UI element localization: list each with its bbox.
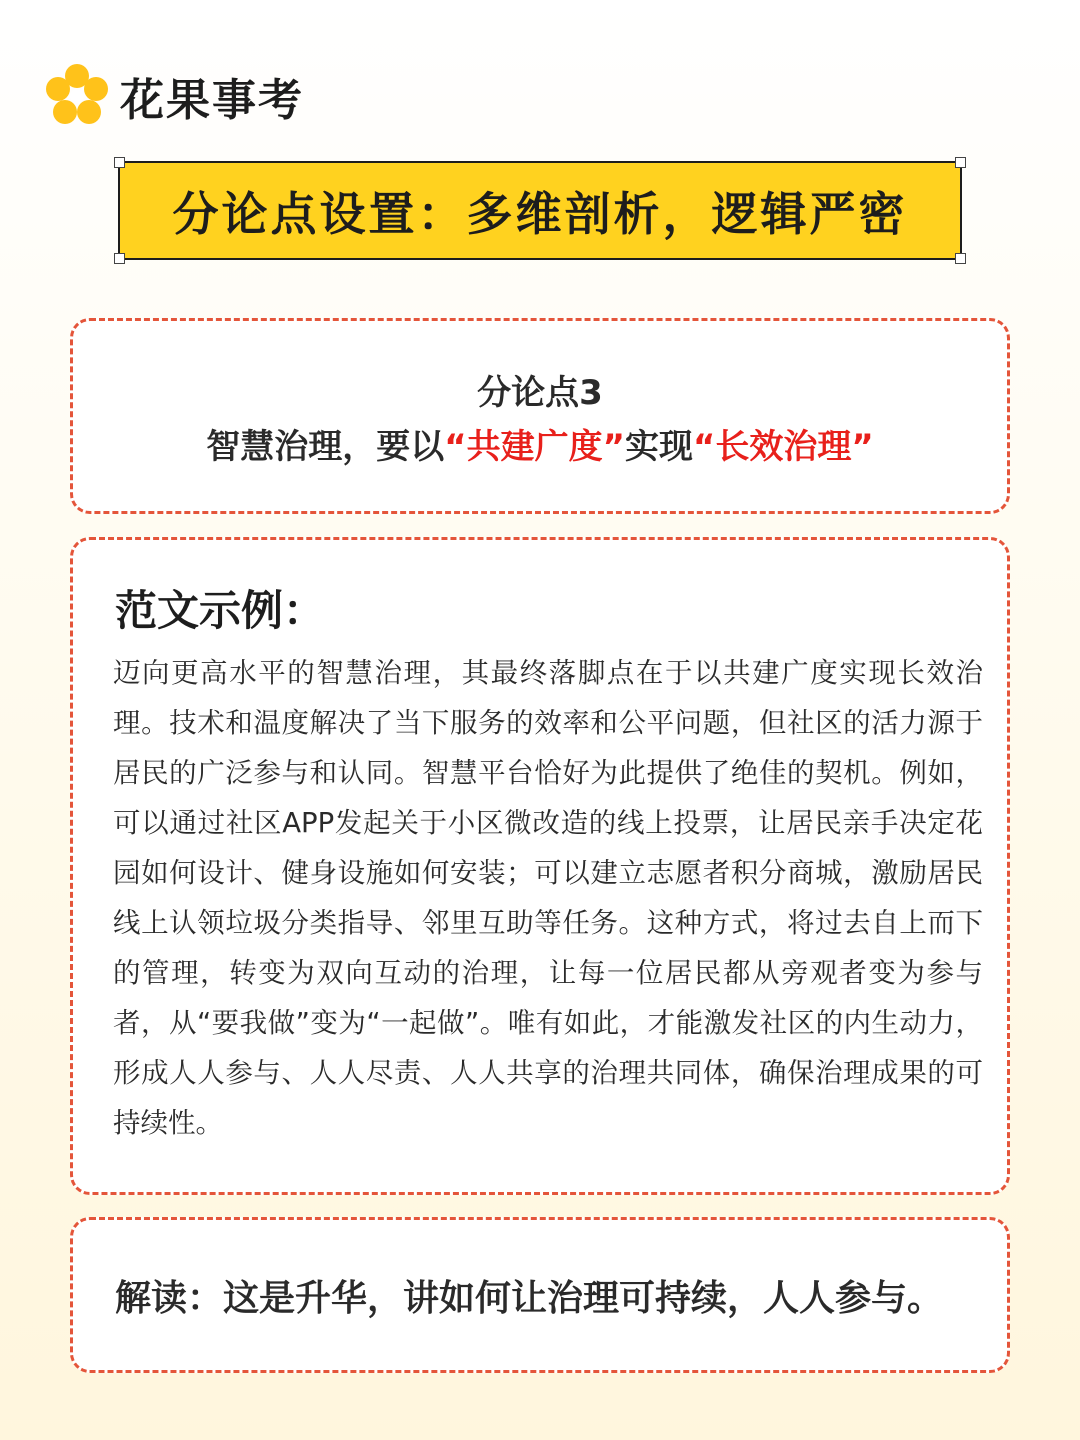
essay-example-card — [70, 537, 1010, 1195]
resize-handle — [114, 157, 125, 168]
sub-argument-statement — [73, 419, 1007, 468]
essay-heading: 范文示例： — [115, 586, 326, 635]
brand-logo — [44, 62, 304, 130]
sub-argument-card — [70, 318, 1010, 514]
resize-handle — [955, 157, 966, 168]
page-title: 分论点设置：多维剖析，逻辑严密 — [172, 186, 908, 241]
title-banner — [118, 161, 962, 260]
flower-logo-icon — [44, 63, 110, 129]
statement-text: 实现 — [625, 427, 693, 467]
interpretation-text: 解读：这是升华，讲如何让治理可持续，人人参与。 — [115, 1278, 944, 1319]
resize-handle — [955, 253, 966, 264]
essay-body: 迈向更高水平的智慧治理，其最终落脚点在于以共建广度实现长效治理。技术和温度解决了当下服务的效率和公平问题，但社区的活力源于居民的广泛参与和认同。智慧平台恰好为此提供了绝佳的契机。例如，可以通过社区APP发起关于小区微改造的线上投票，让居民亲手决定花园如何设计、健身设施如何安装；可以建立志愿者积分商城，激励居民线上认领垃圾分类指导、邻里互助等任务。这种方式，将过去自上而下的管理，转变为双向互动的治理，让每一位居民都从旁观者变为参与者，从“要我做”变为“一起做”。唯有如此，才能激发社区的内生动力，形成人人参与、人人尽责、人人共享的治理共同体，确保治理成果的可持续性。 — [113, 657, 983, 1139]
statement-highlight: “共建广度” — [444, 427, 625, 467]
interpretation-card — [70, 1217, 1010, 1373]
statement-text: 智慧治理，要以 — [206, 427, 445, 467]
resize-handle — [114, 253, 125, 264]
sub-argument-label: 分论点3 — [477, 373, 603, 413]
brand-name: 花果事考 — [120, 75, 304, 126]
statement-highlight: “长效治理” — [693, 427, 874, 467]
